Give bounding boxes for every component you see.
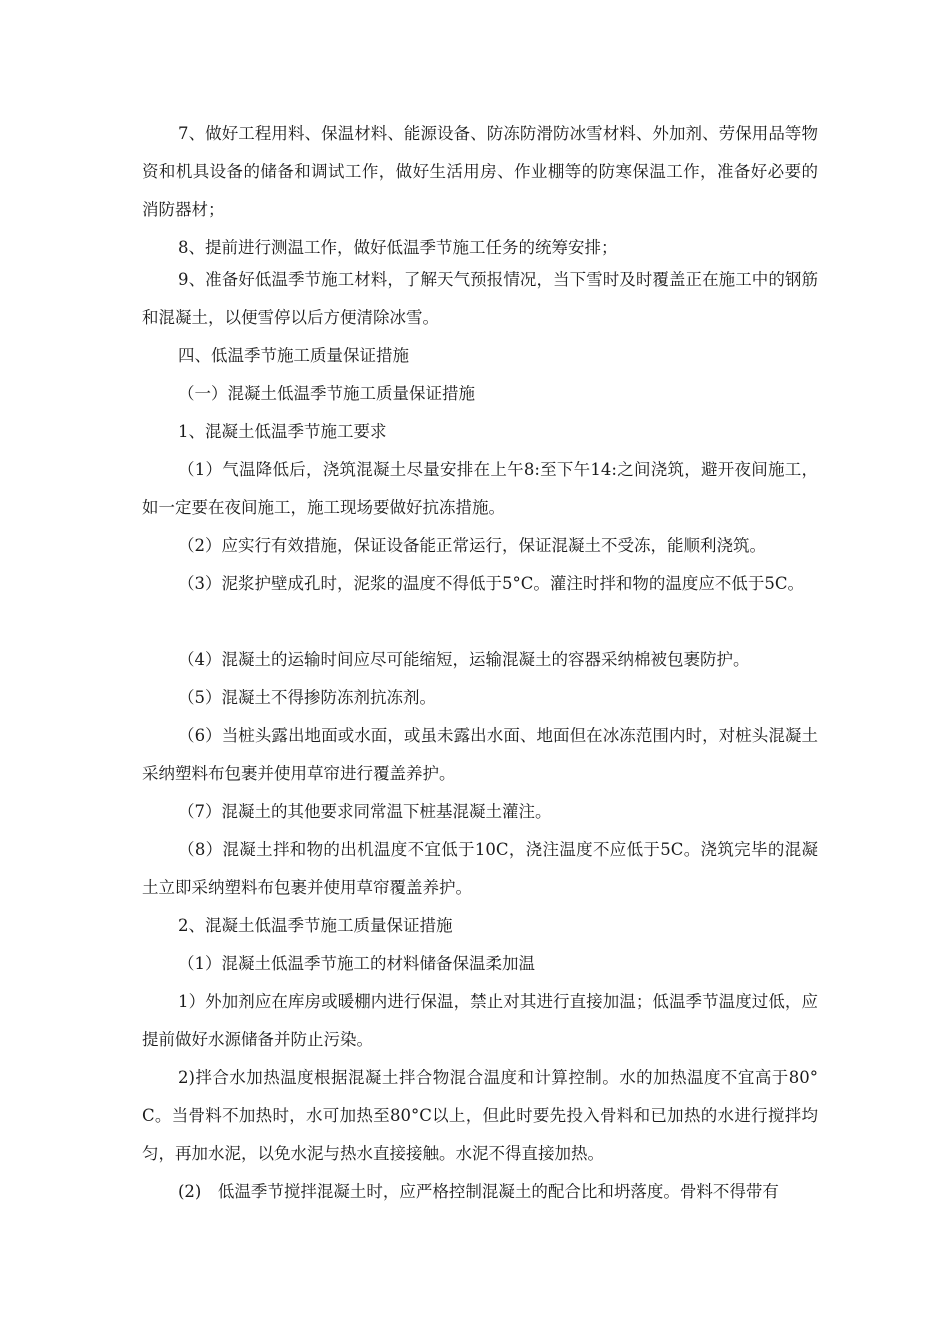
item-heading-1: 1、混凝土低温季节施工要求 xyxy=(178,422,387,441)
paragraph-measure-1-2: 2)拌合水加热温度根据混凝土拌合物混合温度和计算控制。水的加热温度不宜高于80°C。当骨料不加热时，水可加热至80°C以上，但此时要先投入骨料和已加热的水进行搅拌均匀，再加水泥，以免水泥与热水直接接触。水泥不得直接加热。 xyxy=(142,1068,818,1163)
paragraph-item-8: 8、提前进行测温工作，做好低温季节施工任务的统筹安排； xyxy=(178,238,618,257)
paragraph-sub-4: （4）混凝土的运输时间应尽可能缩短，运输混凝土的容器采纳棉被包裹防护。 xyxy=(178,650,750,669)
paragraph-measure-1-1: 1）外加剂应在库房或暖棚内进行保温，禁止对其进行直接加温；低温季节温度过低，应提前做好水源储备并防止污染。 xyxy=(142,992,818,1049)
paragraph-sub-1: （1）气温降低后，浇筑混凝土尽量安排在上午8:至下午14:之间浇筑，避开夜间施工，如一定要在夜间施工，施工现场要做好抗冻措施。 xyxy=(142,460,818,517)
subsection-heading-1: （一）混凝土低温季节施工质量保证措施 xyxy=(178,384,475,403)
section-heading-4: 四、低温季节施工质量保证措施 xyxy=(178,346,409,365)
paragraph-sub-7: （7）混凝土的其他要求同常温下桩基混凝土灌注。 xyxy=(178,802,552,821)
paragraph-measure-2: (2) 低温季节搅拌混凝土时，应严格控制混凝土的配合比和坍落度。骨料不得带有 xyxy=(178,1182,779,1201)
paragraph-item-7: 7、做好工程用料、保温材料、能源设备、防冻防滑防冰雪材料、外加剂、劳保用品等物资和机具设备的储备和调试工作，做好生活用房、作业棚等的防寒保温工作，准备好必要的消防器材； xyxy=(142,124,818,219)
paragraph-sub-6: （6）当桩头露出地面或水面，或虽未露出水面、地面但在冰冻范围内时，对桩头混凝土采纳塑料布包裹并使用草帘进行覆盖养护。 xyxy=(142,726,818,783)
paragraph-measure-1: （1）混凝土低温季节施工的材料储备保温柔加温 xyxy=(178,954,535,973)
paragraph-sub-8: （8）混凝土拌和物的出机温度不宜低于10C，浇注温度不应低于5C。浇筑完毕的混凝土立即采纳塑料布包裹并使用草帘覆盖养护。 xyxy=(142,840,818,897)
paragraph-sub-2: （2）应实行有效措施，保证设备能正常运行，保证混凝土不受冻，能顺利浇筑。 xyxy=(178,536,766,555)
item-heading-2: 2、混凝土低温季节施工质量保证措施 xyxy=(178,916,453,935)
paragraph-item-9: 9、准备好低温季节施工材料，了解天气预报情况，当下雪时及时覆盖正在施工中的钢筋和混凝土，以便雪停以后方便清除冰雪。 xyxy=(142,270,818,327)
paragraph-sub-5: （5）混凝土不得掺防冻剂抗冻剂。 xyxy=(178,688,436,707)
paragraph-sub-3: （3）泥浆护壁成孔时，泥浆的温度不得低于5°C。灌注时拌和物的温度应不低于5C。 xyxy=(178,574,804,593)
